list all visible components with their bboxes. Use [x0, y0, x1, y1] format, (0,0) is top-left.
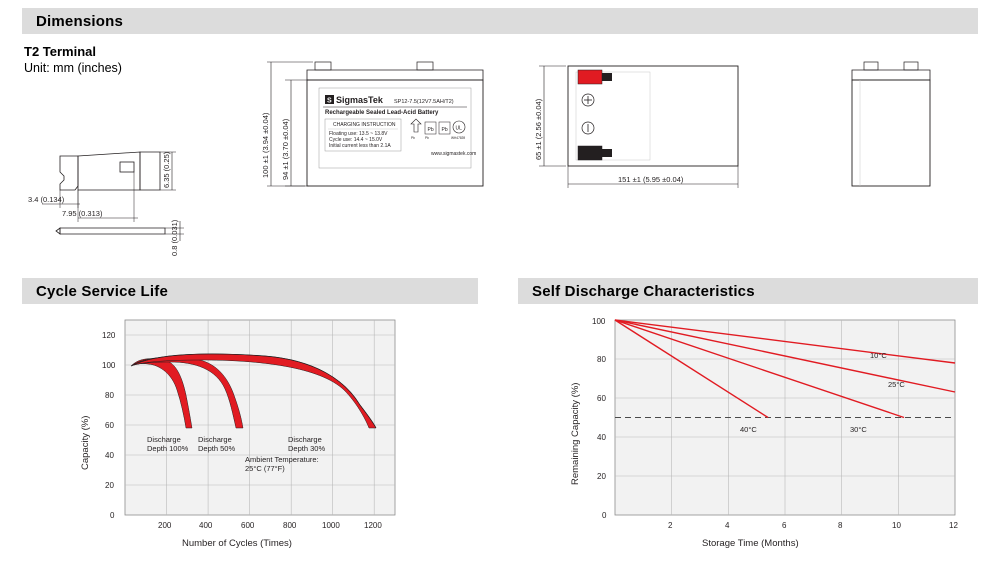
annotation-dod-100-line2: Depth 100% — [147, 444, 189, 453]
svg-text:60: 60 — [597, 394, 606, 403]
svg-text:2: 2 — [668, 521, 673, 530]
label-40c: 40°C — [740, 425, 757, 434]
svg-text:10: 10 — [892, 521, 901, 530]
annotation-dod-30-line2: Depth 30% — [288, 444, 326, 453]
dim-battery-total-height: 100 ±1 (3.94 ±0.04) — [261, 112, 270, 178]
positive-terminal — [578, 70, 602, 84]
annotation-dod-50-line1: Discharge — [198, 435, 232, 444]
mark-pb-1: Pb — [427, 127, 434, 133]
svg-text:8: 8 — [838, 521, 843, 530]
cycle-xlabel: Number of Cycles (Times) — [182, 538, 292, 549]
svg-text:600: 600 — [241, 521, 255, 530]
dim-terminal-width-left: 3.4 (0.134) — [28, 195, 65, 204]
battery-website: www.sigmastek.com — [431, 151, 477, 157]
cycle-ylabel: Capacity (%) — [80, 415, 91, 470]
self-discharge-chart — [540, 310, 980, 555]
dimensions-title: Dimensions — [36, 12, 124, 30]
annotation-dod-100-line1: Discharge — [147, 435, 181, 444]
svg-text:100: 100 — [592, 317, 606, 326]
cycle-service-life-title: Cycle Service Life — [36, 282, 169, 300]
mark-file-number: WH47839 — [451, 136, 466, 140]
terminal-drawing — [20, 80, 240, 260]
mark-ul: UL — [455, 125, 462, 132]
battery-model: SP12-7.5(12V7.5AH/T2) — [394, 99, 454, 105]
dim-battery-length: 151 ±1 (5.95 ±0.04) — [618, 175, 684, 184]
battery-brand: SigmasTek — [336, 95, 383, 105]
svg-text:1000: 1000 — [322, 521, 340, 530]
self-discharge-section-header — [518, 278, 978, 304]
annotation-ambient-line1: Ambient Temperature: — [245, 455, 319, 464]
charging-line-1: Floating use: 13.5 ~ 13.8V — [329, 131, 388, 137]
polarity-plus-icon — [582, 94, 594, 106]
svg-text:400: 400 — [199, 521, 213, 530]
svg-text:6: 6 — [782, 521, 787, 530]
svg-text:Pb: Pb — [425, 136, 429, 140]
svg-text:200: 200 — [158, 521, 172, 530]
svg-text:12: 12 — [949, 521, 958, 530]
self-ylabel: Remaining Capacity (%) — [570, 382, 581, 485]
charging-instruction-title: CHARGING INSTRUCTION — [333, 122, 396, 128]
svg-text:800: 800 — [283, 521, 297, 530]
battery-front-view — [255, 56, 510, 216]
svg-text:40: 40 — [597, 433, 606, 442]
battery-top-view — [520, 56, 780, 216]
svg-text:20: 20 — [105, 481, 114, 490]
label-30c: 30°C — [850, 425, 867, 434]
mark-pb-2: Pb — [441, 127, 448, 133]
self-discharge-title: Self Discharge Characteristics — [532, 282, 755, 300]
charging-line-3: Initial current less than 2.1A — [329, 143, 391, 149]
svg-text:120: 120 — [102, 331, 116, 340]
svg-text:0: 0 — [110, 511, 115, 520]
svg-text:40: 40 — [105, 451, 114, 460]
annotation-ambient-line2: 25°C (77°F) — [245, 464, 285, 473]
dim-battery-depth: 65 ±1 (2.56 ±0.04) — [534, 98, 543, 160]
svg-text:0: 0 — [602, 511, 607, 520]
dim-terminal-width-mid: 7.95 (0.313) — [62, 209, 103, 218]
cycle-service-life-chart — [40, 310, 460, 555]
self-xlabel: Storage Time (Months) — [702, 538, 799, 549]
dimensions-section-header — [22, 8, 978, 34]
svg-text:20: 20 — [597, 472, 606, 481]
svg-text:60: 60 — [105, 421, 114, 430]
annotation-dod-30-line1: Discharge — [288, 435, 322, 444]
charging-line-2: Cycle use: 14.4 ~ 15.0V — [329, 137, 383, 143]
svg-text:80: 80 — [597, 355, 606, 364]
svg-text:4: 4 — [725, 521, 730, 530]
battery-type: Rechargeable Sealed Lead-Acid Battery — [325, 110, 439, 116]
dim-battery-body-height: 94 ±1 (3.70 ±0.04) — [281, 118, 290, 180]
label-25c: 25°C — [888, 380, 905, 389]
polarity-minus-icon — [582, 122, 594, 134]
svg-text:100: 100 — [102, 361, 116, 370]
annotation-dod-50-line2: Depth 50% — [198, 444, 236, 453]
dim-terminal-height: 6.35 (0.25) — [162, 151, 171, 188]
svg-text:Pb: Pb — [411, 136, 415, 140]
svg-text:80: 80 — [105, 391, 114, 400]
battery-side-view — [830, 56, 970, 216]
label-10c: 10°C — [870, 351, 887, 360]
svg-text:1200: 1200 — [364, 521, 382, 530]
cycle-service-life-section-header — [22, 278, 478, 304]
unit-label: Unit: mm (inches) — [24, 61, 122, 75]
negative-terminal — [578, 146, 602, 160]
svg-text:S: S — [327, 97, 332, 105]
dim-terminal-thickness: 0.8 (0.031) — [170, 219, 179, 256]
t2-terminal-title: T2 Terminal — [24, 44, 97, 59]
